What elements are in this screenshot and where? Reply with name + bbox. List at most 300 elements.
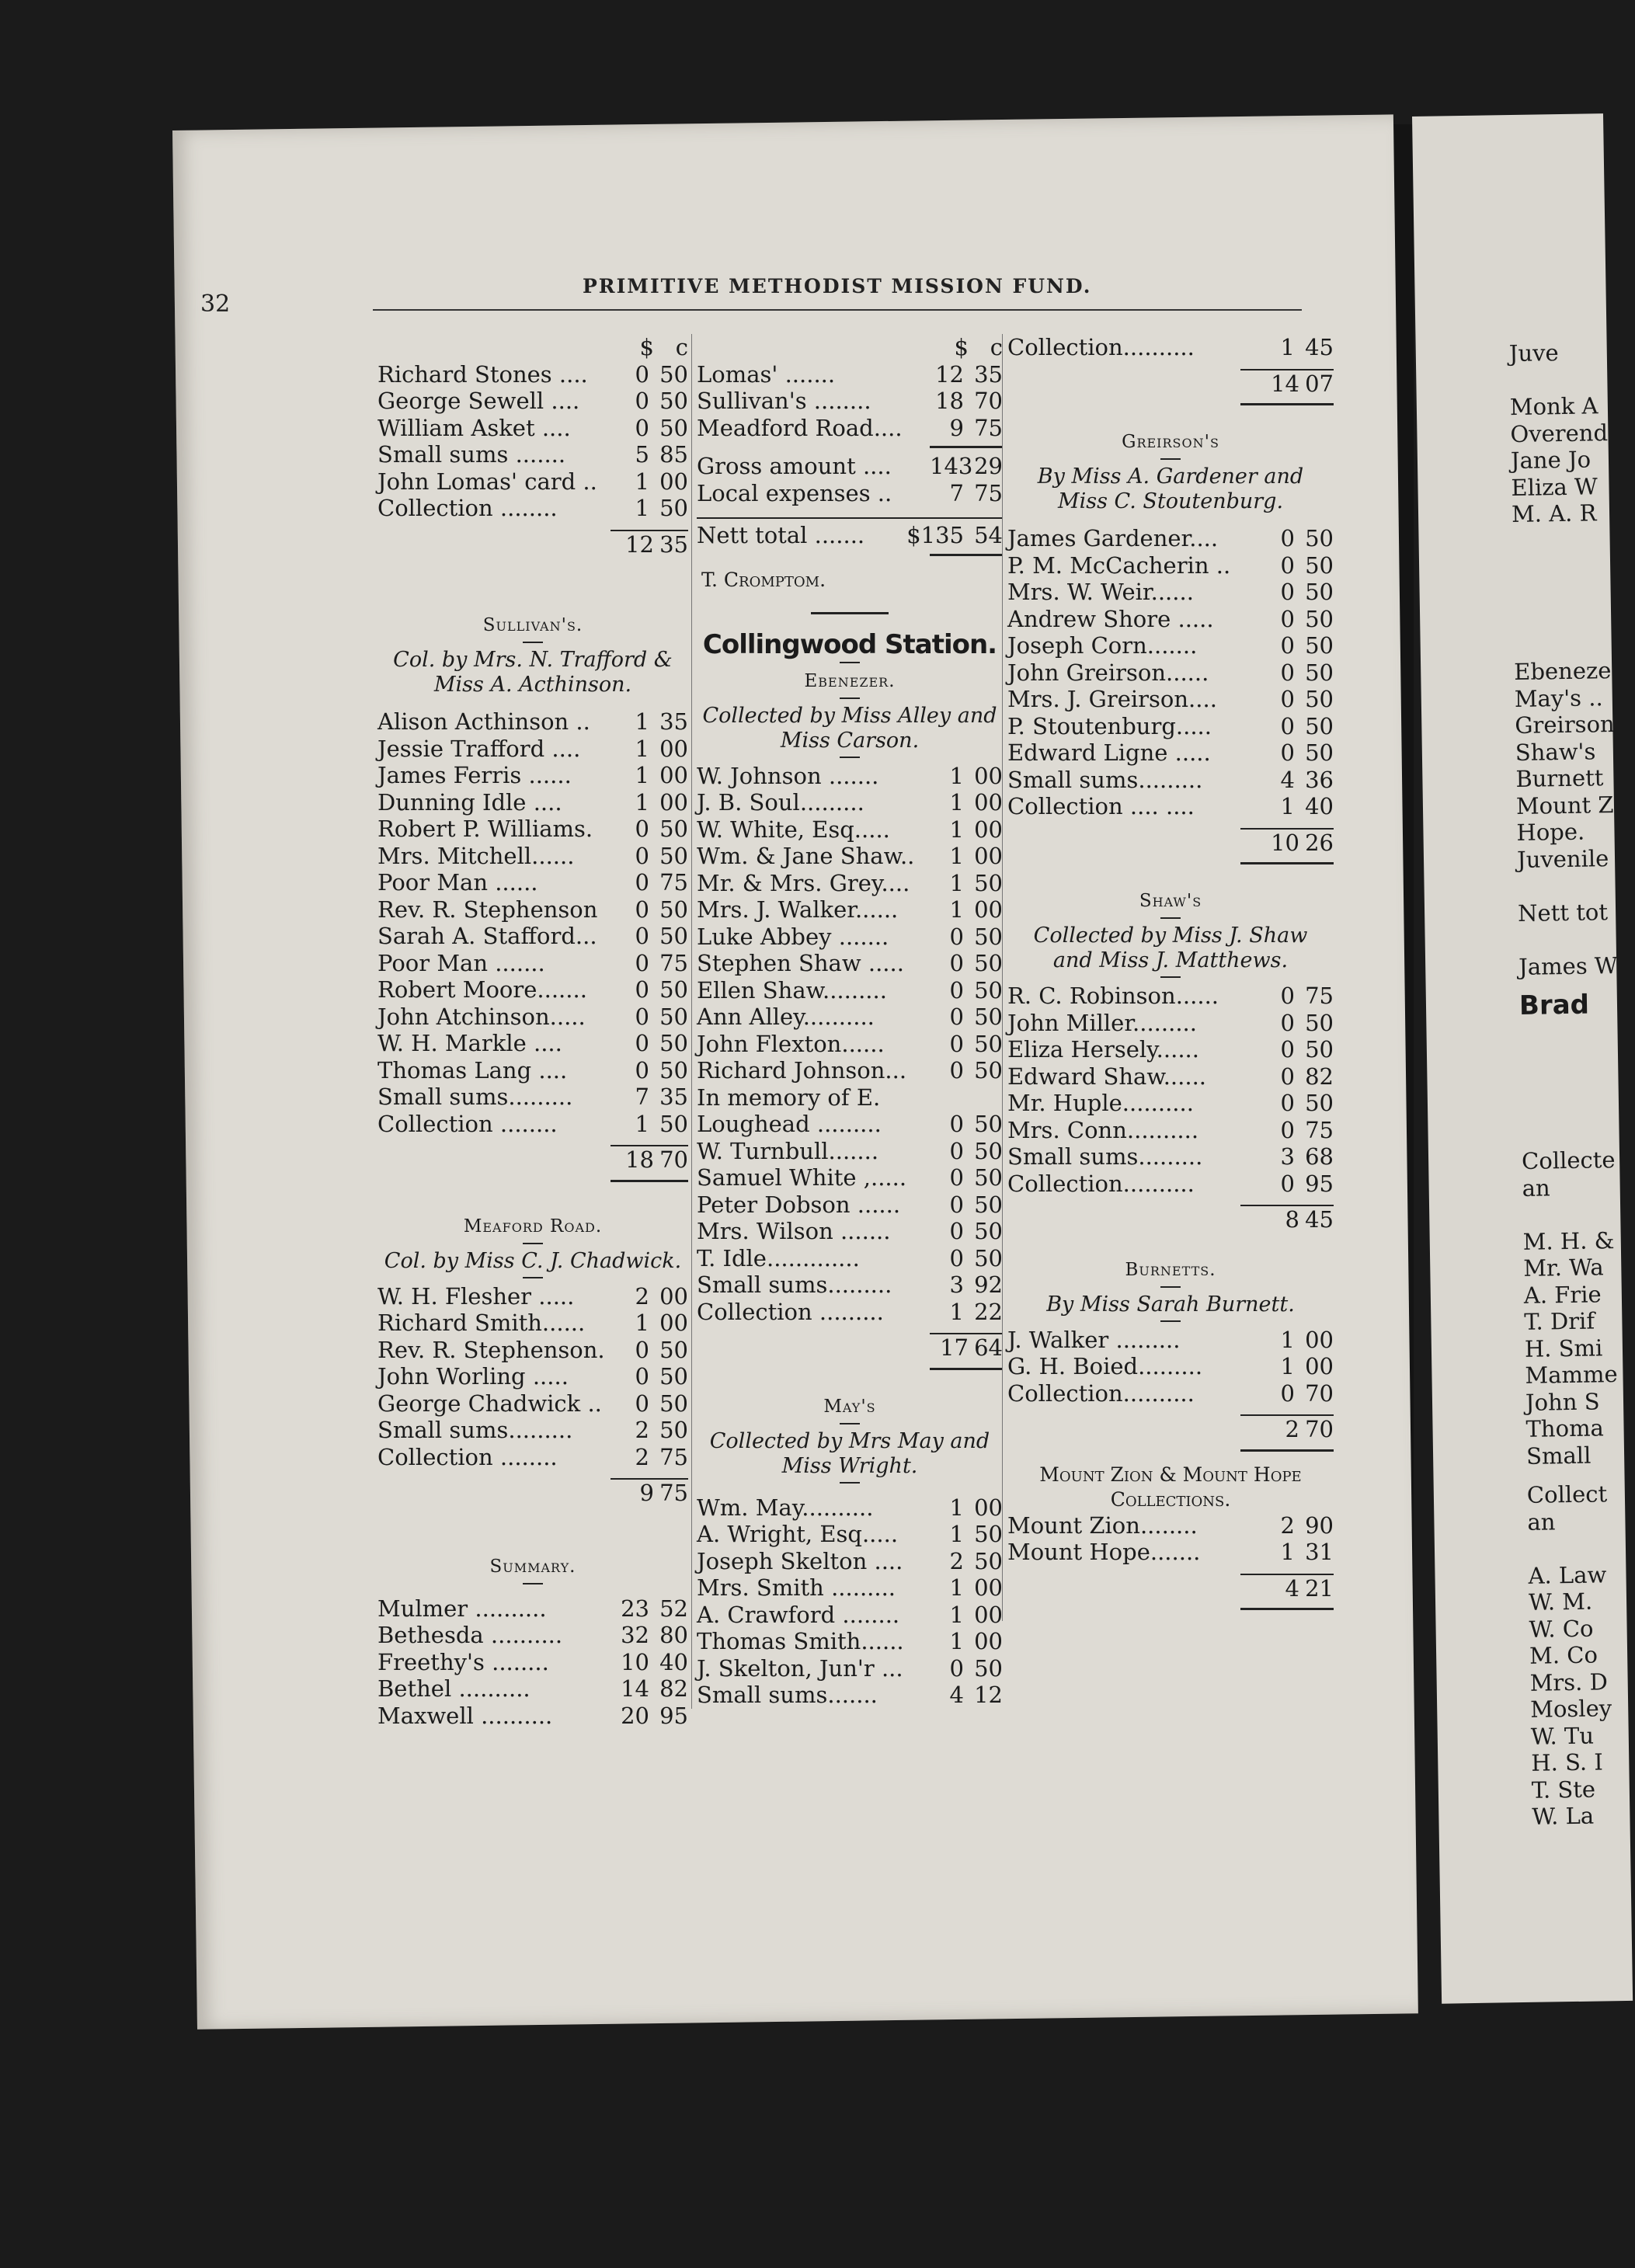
page-number: 32	[200, 290, 231, 318]
amount-cents: 75	[1305, 1116, 1334, 1143]
amount-cents: 50	[1305, 632, 1334, 659]
ledger-row	[377, 1390, 688, 1418]
amount-dollars: 0	[1280, 1063, 1295, 1090]
ornament-dash	[840, 662, 860, 663]
currency-header: $ c	[954, 334, 1003, 360]
contributor-name: Small sums.........	[377, 1417, 573, 1443]
ornament-dash	[1160, 917, 1181, 919]
ledger-row	[697, 415, 1003, 442]
contributor-name: Mr. Huple..........	[1007, 1090, 1194, 1116]
amount-cents: 50	[974, 1004, 1003, 1030]
amount-dollars: 32	[621, 1622, 649, 1648]
amount-dollars: 0	[1280, 632, 1295, 659]
amount-cents: 50	[659, 1003, 688, 1030]
amount-cents: 75	[974, 414, 1003, 441]
amount-cents: 45	[1305, 334, 1334, 360]
amount-dollars: 23	[621, 1595, 649, 1622]
contributor-name: Mrs. J. Walker......	[697, 896, 899, 923]
amount-cents: 50	[659, 1030, 688, 1056]
amount-cents: 00	[974, 816, 1003, 843]
amount-dollars: 0	[949, 950, 964, 976]
ledger-row	[377, 1595, 688, 1623]
amount-dollars: 1	[949, 789, 964, 816]
ledger-row	[697, 1218, 1003, 1245]
amount-dollars: 1	[949, 896, 964, 923]
contributor-name: Lomas' .......	[697, 360, 836, 388]
contributor-name: Collection..........	[1007, 1379, 1195, 1407]
adjacent-page-line: an	[1527, 1508, 1556, 1536]
contributor-name: George Sewell ....	[377, 388, 580, 414]
ledger-row	[697, 1004, 1003, 1031]
contributor-name: Meadford Road....	[697, 414, 903, 441]
summary-list	[377, 1595, 688, 1730]
amount-dollars: 0	[635, 842, 649, 869]
ledger-row	[377, 1310, 688, 1337]
adjacent-page-line: A. Frie	[1523, 1280, 1602, 1309]
amount-cents: 80	[659, 1622, 688, 1648]
amount-cents: 12	[974, 1682, 1003, 1708]
adjacent-page-line: May's ..	[1514, 684, 1603, 712]
amount-dollars: 1	[635, 735, 649, 762]
ledger-row	[377, 441, 688, 468]
ledger-row	[697, 870, 1003, 897]
contributor-name: Poor Man .......	[377, 949, 545, 976]
ledger-row	[377, 789, 688, 816]
amount-dollars: 0	[949, 1244, 964, 1271]
ledger-row	[377, 1004, 688, 1031]
amount-dollars: 0	[635, 1336, 649, 1363]
ledger-row	[377, 1057, 688, 1084]
ledger-row	[1007, 525, 1334, 552]
subtotal: 17 64	[930, 1333, 1003, 1362]
ornament-dash	[1160, 1320, 1181, 1322]
amount-cents: 75	[1305, 983, 1334, 1009]
adjacent-page-line: Nett tot	[1517, 898, 1609, 927]
contributor-name: Wm. & Jane Shaw..	[697, 843, 915, 869]
ornament-dash	[1160, 1286, 1181, 1288]
amount-dollars: 2	[635, 1417, 649, 1443]
contributor-name: George Chadwick ..	[377, 1390, 602, 1417]
contributor-name: James Ferris ......	[377, 762, 572, 788]
amount-cents: 50	[974, 869, 1003, 896]
amount-cents: 50	[659, 1363, 688, 1390]
amount-dollars: 4	[949, 1682, 964, 1708]
contributor-name: Edward Ligne .....	[1007, 739, 1211, 766]
contributor-name: Richard Smith......	[377, 1310, 586, 1336]
collectors-note: Collected by Miss Alley and Miss Carson.	[702, 703, 997, 753]
amount-cents: 35	[974, 360, 1003, 388]
amount-dollars: 3	[1280, 1143, 1295, 1170]
contributor-name: Small sums.......	[697, 1682, 878, 1708]
ledger-row	[377, 1337, 688, 1364]
adjacent-page-line: M. A. R	[1511, 499, 1597, 528]
contributor-name: T. Idle.............	[697, 1244, 860, 1271]
adjacent-page-line: Juve	[1508, 339, 1559, 367]
ledger-row	[1007, 1063, 1334, 1091]
contributor-name: Small sums.........	[1007, 1143, 1203, 1170]
contributor-name: P. Stoutenburg.....	[1007, 712, 1212, 739]
amount-cents: 50	[1305, 525, 1334, 551]
contributor-name: Joseph Skelton ....	[697, 1547, 903, 1574]
ledger-row	[377, 843, 688, 870]
contributor-name: Luke Abbey .......	[697, 923, 889, 950]
contributor-name: Bethesda ..........	[377, 1622, 563, 1648]
collectors-note: Collected by Miss J. Shaw and Miss J. Matthews.	[1033, 924, 1308, 972]
adjacent-page-lower-lines-2	[1527, 1480, 1614, 1830]
contributor-name: Robert P. Williams.	[377, 816, 593, 842]
adjacent-page-line: Collecte	[1521, 1146, 1616, 1174]
ledger-row	[697, 816, 1003, 844]
amount-dollars: 0	[635, 949, 649, 976]
adjacent-page-line: Monk A	[1509, 392, 1598, 421]
amount-dollars: 1	[949, 1521, 964, 1547]
amount-dollars: 1	[635, 1310, 649, 1336]
gross-amount-row: Gross amount .... 143 29	[697, 453, 1003, 479]
ledger-row	[377, 762, 688, 789]
subtotal: 18 70	[611, 1145, 688, 1174]
amount-cents: 95	[1305, 1170, 1334, 1197]
contributor-name: Ann Alley..........	[697, 1004, 875, 1030]
amount-cents: 50	[974, 923, 1003, 950]
ledger-row	[1007, 1036, 1334, 1063]
total-rule	[1240, 1449, 1334, 1452]
ledger-row	[697, 763, 1003, 790]
amount-cents: 90	[1305, 1511, 1334, 1539]
amount-dollars: 0	[949, 1030, 964, 1057]
adjacent-page-line: M. H. &	[1522, 1226, 1615, 1255]
amount-cents: 00	[659, 1282, 688, 1310]
amount-cents: 31	[1305, 1539, 1334, 1565]
contributor-name: Mulmer ..........	[377, 1595, 547, 1622]
contribution-list	[1007, 1327, 1334, 1407]
ledger-row	[697, 1138, 1003, 1165]
amount-dollars: 0	[1280, 1170, 1295, 1197]
amount-cents: 50	[1305, 659, 1334, 686]
amount-dollars: 0	[949, 1111, 964, 1137]
amount-cents: 00	[659, 1310, 688, 1336]
adjacent-page-line: Juvenile	[1516, 844, 1609, 873]
amount-cents: 22	[974, 1298, 1003, 1325]
contributor-name: Andrew Shore .....	[1007, 605, 1214, 632]
amount-cents: 00	[974, 762, 1003, 789]
amount-cents: 50	[974, 1191, 1003, 1218]
contributor-name: W. H. Markle ....	[377, 1030, 562, 1056]
subtotal: 12 35	[611, 530, 688, 558]
total-rule	[611, 1180, 688, 1182]
subtotal: 4 21	[1240, 1574, 1334, 1602]
ledger-row	[697, 1521, 1003, 1548]
contribution-list	[697, 763, 1003, 1326]
adjacent-page-line: Greirson	[1515, 711, 1615, 739]
contributor-name: Thomas Lang ....	[377, 1056, 568, 1084]
ledger-row	[697, 1245, 1003, 1272]
amount-cents: 50	[1305, 579, 1334, 605]
amount-cents: 50	[1305, 1090, 1334, 1116]
amount-dollars: 0	[1280, 686, 1295, 712]
contributor-name: Collection .........	[697, 1298, 884, 1325]
adjacent-page-fragment	[1412, 113, 1633, 2004]
ledger-row	[1007, 659, 1334, 687]
amount-cents: 50	[659, 976, 688, 1003]
ledger-row	[377, 816, 688, 843]
amount-dollars: 0	[1280, 551, 1295, 579]
contributor-name: Mount Zion........	[1007, 1511, 1198, 1539]
ledger-row	[377, 976, 688, 1004]
ledger-row	[697, 1084, 1003, 1111]
contributor-name: Collection ........	[377, 1110, 558, 1137]
contributor-name: Bethel ..........	[377, 1675, 531, 1702]
contributor-name: Rev. R. Stephenson.	[377, 1336, 605, 1363]
ledger-row	[697, 1299, 1003, 1326]
contributor-name: Poor Man ......	[377, 869, 538, 896]
contributor-name: Small sums.........	[697, 1271, 892, 1298]
amount-dollars: 2	[1280, 1511, 1295, 1539]
contributor-name: Thomas Smith......	[697, 1628, 904, 1654]
ledger-row	[1007, 686, 1334, 713]
contributor-name: Wm. May..........	[697, 1494, 874, 1521]
adjacent-page-line	[1517, 871, 1617, 900]
amount-cents: 50	[659, 360, 688, 388]
amount-cents: 00	[974, 896, 1003, 923]
amount-dollars: 1	[635, 788, 649, 816]
contributor-name: A. Crawford ........	[697, 1601, 900, 1628]
contributor-name: J. Skelton, Jun'r ...	[697, 1654, 903, 1682]
amount-cents: 00	[974, 843, 1003, 869]
amount-cents: 50	[974, 1057, 1003, 1084]
ledger-row	[377, 1675, 688, 1703]
amount-cents: 50	[1305, 551, 1334, 579]
contributor-name: Samuel White ,.....	[697, 1164, 907, 1191]
adjacent-page-line: Collect	[1526, 1480, 1608, 1508]
ledger-row	[1007, 334, 1334, 361]
amount-dollars: 0	[1280, 1090, 1295, 1116]
ledger-row	[377, 1084, 688, 1111]
amount-dollars: 0	[1280, 739, 1295, 766]
amount-dollars: 0	[1280, 1036, 1295, 1063]
amount-cents: 40	[1305, 793, 1334, 819]
amount-dollars: 0	[635, 923, 649, 949]
contributor-name: Jessie Trafford ....	[377, 735, 581, 762]
amount-cents: 75	[659, 1443, 688, 1470]
ledger-row	[697, 1191, 1003, 1219]
amount-dollars: 0	[635, 360, 649, 388]
adjacent-page-line: W. Co	[1529, 1615, 1594, 1643]
amount-dollars: 0	[1280, 1009, 1295, 1036]
contributor-name: John Lomas' card ..	[377, 468, 597, 495]
amount-cents: 50	[1305, 605, 1334, 632]
amount-dollars: 2	[635, 1443, 649, 1470]
contribution-list	[697, 361, 1003, 442]
adjacent-page-line: M. Co	[1529, 1641, 1598, 1669]
amount-dollars: 5	[635, 441, 649, 468]
ledger-row	[377, 415, 688, 442]
section-title-sullivans: Sullivan's.	[482, 615, 583, 635]
amount-cents: 50	[659, 1056, 688, 1084]
amount-cents: 50	[659, 1390, 688, 1417]
contributor-name: Collection ........	[377, 1443, 558, 1470]
ledger-row	[1007, 767, 1334, 794]
amount-cents: 35	[659, 708, 688, 735]
amount-dollars: 1	[1280, 1353, 1295, 1379]
amount-dollars: 0	[949, 923, 964, 950]
amount-cents: 50	[974, 950, 1003, 976]
ledger-row	[1007, 1010, 1334, 1037]
amount-dollars: 0	[635, 1363, 649, 1390]
contributor-name: Mrs. Wilson .......	[697, 1218, 891, 1244]
adjacent-page-line: Shaw's	[1515, 737, 1596, 766]
amount-cents: 00	[974, 789, 1003, 816]
contributor-name: Maxwell ..........	[377, 1702, 553, 1729]
amount-cents: 00	[659, 468, 688, 495]
ledger-row	[377, 1111, 688, 1138]
adjacent-page-line: Small	[1525, 1442, 1592, 1470]
amount-dollars: 1	[1280, 1326, 1295, 1353]
amount-dollars: 1	[1280, 793, 1295, 819]
amount-cents: 00	[974, 1494, 1003, 1521]
amount-dollars: 12	[935, 360, 964, 388]
contributor-name: Robert Moore.......	[377, 976, 587, 1003]
contributor-name: Loughead .........	[697, 1111, 882, 1137]
contributor-name: Small sums.........	[1007, 766, 1203, 793]
subtotal: 10 26	[1240, 828, 1334, 857]
amount-dollars: 7	[635, 1084, 649, 1110]
amount-dollars: 0	[949, 1057, 964, 1084]
contribution-list	[377, 361, 688, 522]
amount-cents: 50	[974, 1218, 1003, 1244]
adjacent-page-line: Burnett	[1515, 764, 1604, 793]
amount-cents: 68	[1305, 1143, 1334, 1170]
column-1	[377, 334, 688, 1729]
contributor-name: Alison Acthinson ..	[377, 708, 590, 735]
contributor-name: Rev. R. Stephenson	[377, 896, 598, 923]
ledger-row	[1007, 713, 1334, 740]
currency-header: $ c	[639, 334, 688, 360]
contributor-name: G. H. Boied.........	[1007, 1353, 1203, 1379]
ledger-row	[377, 1703, 688, 1730]
contribution-list	[1007, 1512, 1334, 1566]
amount-dollars: 18	[935, 388, 964, 414]
amount-dollars: 14	[621, 1675, 649, 1702]
ledger-row	[377, 736, 688, 763]
total-rule	[930, 1368, 1003, 1370]
contributor-name: Mrs. W. Weir......	[1007, 579, 1194, 605]
ledger-row	[1007, 552, 1334, 579]
ledger-row	[1007, 983, 1334, 1010]
running-title: PRIMITIVE METHODIST MISSION FUND.	[583, 275, 1092, 297]
adjacent-page-line	[1518, 925, 1618, 954]
adjacent-page-line: Mamme	[1525, 1361, 1618, 1389]
amount-cents: 50	[974, 1654, 1003, 1682]
ledger-row	[377, 1283, 688, 1310]
contributor-name: James Gardener....	[1007, 525, 1219, 551]
contributor-name: Collection .... ....	[1007, 793, 1195, 819]
ornament-dash	[840, 1482, 860, 1484]
adjacent-page-line	[1528, 1534, 1609, 1562]
ledger-row	[697, 789, 1003, 816]
adjacent-page-line: an	[1522, 1174, 1550, 1202]
total-rule	[1240, 403, 1334, 405]
subtotal: 8 45	[1240, 1205, 1334, 1233]
amount-dollars: 0	[1280, 579, 1295, 605]
adjacent-page-lower-lines-1	[1522, 1146, 1620, 1470]
amount-dollars: 0	[1280, 1116, 1295, 1143]
amount-cents: 00	[1305, 1353, 1334, 1379]
ledger-row	[697, 977, 1003, 1004]
ledger-row	[377, 1417, 688, 1444]
amount-dollars: 0	[949, 1164, 964, 1191]
ornament-dash	[523, 642, 543, 643]
collectors-note: By Miss A. Gardener and Miss C. Stoutenburg.	[1037, 464, 1304, 513]
contribution-list	[377, 708, 688, 1137]
contributor-name: Stephen Shaw .....	[697, 950, 904, 976]
adjacent-page-line: Hope.	[1516, 818, 1585, 846]
amount-cents: 00	[974, 1601, 1003, 1628]
amount-cents: 50	[659, 1336, 688, 1363]
ledger-row	[377, 1030, 688, 1057]
ornament-dash	[1160, 976, 1181, 978]
adjacent-page-line: James W	[1518, 951, 1618, 980]
ledger-row	[697, 1628, 1003, 1655]
adjacent-page-line: W. Tu	[1530, 1722, 1595, 1750]
section-title-ebenezer: Ebenezer.	[804, 670, 896, 691]
ledger-row	[1007, 632, 1334, 659]
amount-cents: 50	[1305, 1009, 1334, 1036]
contributor-name: Mrs. Mitchell......	[377, 842, 575, 869]
ledger-row	[1007, 1353, 1334, 1380]
amount-dollars: 0	[635, 976, 649, 1003]
contribution-list	[1007, 983, 1334, 1197]
column-3	[1002, 334, 1334, 1621]
contributor-name: A. Wright, Esq.....	[697, 1521, 899, 1547]
ledger-row	[1007, 1143, 1334, 1171]
section-title-meaford-road: Meaford Road.	[463, 1216, 603, 1237]
contributor-name: In memory of E.	[697, 1084, 881, 1111]
ledger-row	[697, 1682, 1003, 1709]
section-title-shaws: Shaw's	[1139, 891, 1202, 911]
ledger-row	[377, 468, 688, 496]
header-rule	[373, 309, 1302, 311]
ledger-row	[377, 388, 688, 415]
ledger-row	[1007, 1090, 1334, 1117]
ornament-dash	[1160, 458, 1181, 460]
amount-cents: 50	[974, 1030, 1003, 1057]
ledger-row	[1007, 1171, 1334, 1198]
ledger-row	[1007, 1327, 1334, 1354]
contributor-name: Joseph Corn.......	[1007, 632, 1198, 659]
amount-cents: 52	[659, 1595, 688, 1622]
adjacent-page-line: Ebeneze	[1513, 657, 1612, 686]
amount-dollars: 0	[949, 1137, 964, 1164]
adjacent-page-line: W. M.	[1528, 1588, 1593, 1616]
amount-cents: 50	[974, 1164, 1003, 1191]
contribution-list	[1007, 525, 1334, 820]
amount-cents: 82	[659, 1675, 688, 1702]
collectors-note: By Miss Sarah Burnett.	[1046, 1292, 1295, 1317]
ornament-dash	[523, 1277, 543, 1278]
contributor-name: Sullivan's ........	[697, 388, 871, 414]
amount-dollars: 9	[949, 414, 964, 441]
contributor-name: Collection..........	[1007, 1170, 1195, 1197]
amount-dollars: 1	[1280, 334, 1295, 360]
amount-cents: 92	[974, 1271, 1003, 1298]
amount-cents: 70	[974, 388, 1003, 414]
ledger-row	[377, 1444, 688, 1471]
total-rule	[1240, 1608, 1334, 1610]
contributor-name: Mrs. Smith .........	[697, 1574, 896, 1601]
ledger-row	[697, 950, 1003, 977]
ledger-row	[697, 388, 1003, 415]
ledger-row	[1007, 1380, 1334, 1407]
